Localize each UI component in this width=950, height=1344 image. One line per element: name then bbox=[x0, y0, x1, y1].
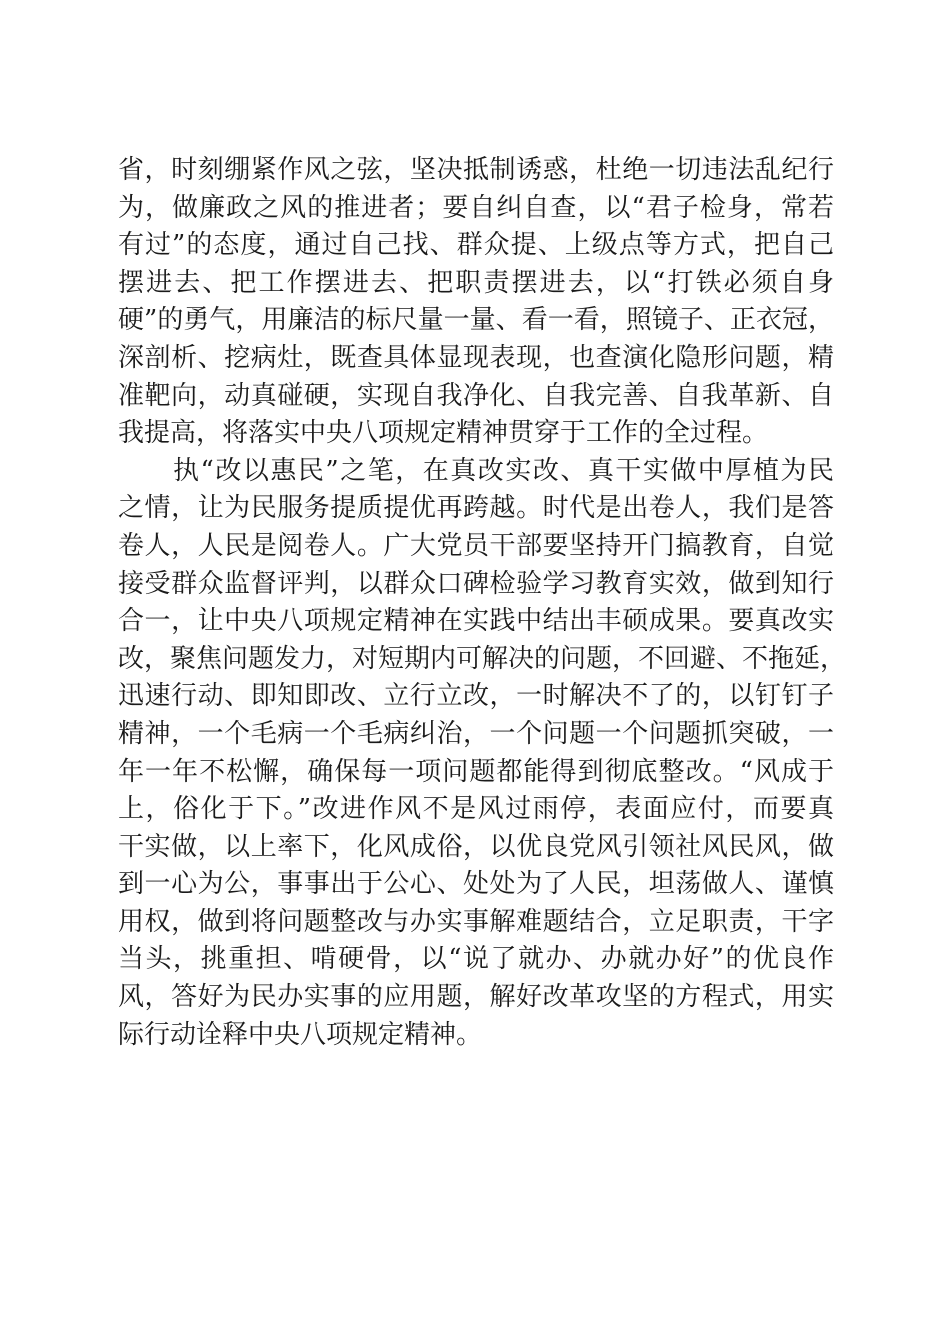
text-line: 干实做，以上率下，化风成俗，以优良党风引领社风民风，做 bbox=[118, 831, 834, 862]
text-line: 风，答好为民办实事的应用题，解好改革攻坚的方程式，用实 bbox=[118, 982, 834, 1013]
text-line: 用权，做到将问题整改与办实事解难题结合，立足职责，干字 bbox=[118, 906, 834, 937]
text-line: 精神，一个毛病一个毛病纠治，一个问题一个问题抓突破，一 bbox=[118, 718, 834, 749]
text-line: 深剖析、挖病灶，既查具体显现表现，也查演化隐形问题，精 bbox=[118, 342, 834, 373]
text-line: 改，聚焦问题发力，对短期内可解决的问题，不回避、不拖延， bbox=[118, 643, 847, 674]
text-line: 上，俗化于下。”改进作风不是风过雨停，表面应付，而要真 bbox=[118, 794, 834, 825]
text-line: 当头，挑重担、啃硬骨，以“说了就办、办就办好”的优良作 bbox=[118, 944, 834, 975]
text-line: 际行动诠释中央八项规定精神。 bbox=[118, 1019, 483, 1050]
text-line: 卷人，人民是阅卷人。广大党员干部要坚持开门搞教育，自觉 bbox=[118, 530, 834, 561]
text-line: 有过”的态度，通过自己找、群众提、上级点等方式，把自己 bbox=[118, 230, 834, 261]
text-line: 接受群众监督评判，以群众口碑检验学习教育实效，做到知行 bbox=[118, 568, 834, 599]
text-line: 摆进去、把工作摆进去、把职责摆进去，以“打铁必须自身 bbox=[118, 267, 834, 298]
text-line: 之情，让为民服务提质提优再跨越。时代是出卷人，我们是答 bbox=[118, 493, 834, 524]
text-line: 省，时刻绷紧作风之弦，坚决抵制诱惑，杜绝一切违法乱纪行 bbox=[118, 155, 834, 185]
text-line: 合一，让中央八项规定精神在实践中结出丰硕成果。要真改实 bbox=[118, 606, 834, 637]
text-line: 我提高，将落实中央八项规定精神贯穿于工作的全过程。 bbox=[118, 418, 769, 449]
text-line: 准靶向，动真碰硬，实现自我净化、自我完善、自我革新、自 bbox=[118, 380, 834, 411]
text-line: 硬”的勇气，用廉洁的标尺量一量、看一看，照镜子、正衣冠， bbox=[118, 305, 834, 336]
text-line: 到一心为公，事事出于公心、处处为了人民，坦荡做人、谨慎 bbox=[118, 869, 834, 900]
text-line: 迅速行动、即知即改、立行立改，一时解决不了的，以钉钉子 bbox=[118, 681, 834, 712]
text-line: 执“改以惠民”之笔，在真改实改、真干实做中厚植为民 bbox=[118, 455, 834, 486]
paragraph-2 bbox=[118, 453, 847, 1055]
paragraph-1 bbox=[118, 152, 834, 453]
text-line: 为，做廉政之风的推进者；要自纠自查，以“君子检身，常若 bbox=[118, 192, 834, 223]
body-text bbox=[118, 152, 847, 1054]
text-line: 年一年不松懈，确保每一项问题都能得到彻底整改。“风成于 bbox=[118, 756, 834, 787]
